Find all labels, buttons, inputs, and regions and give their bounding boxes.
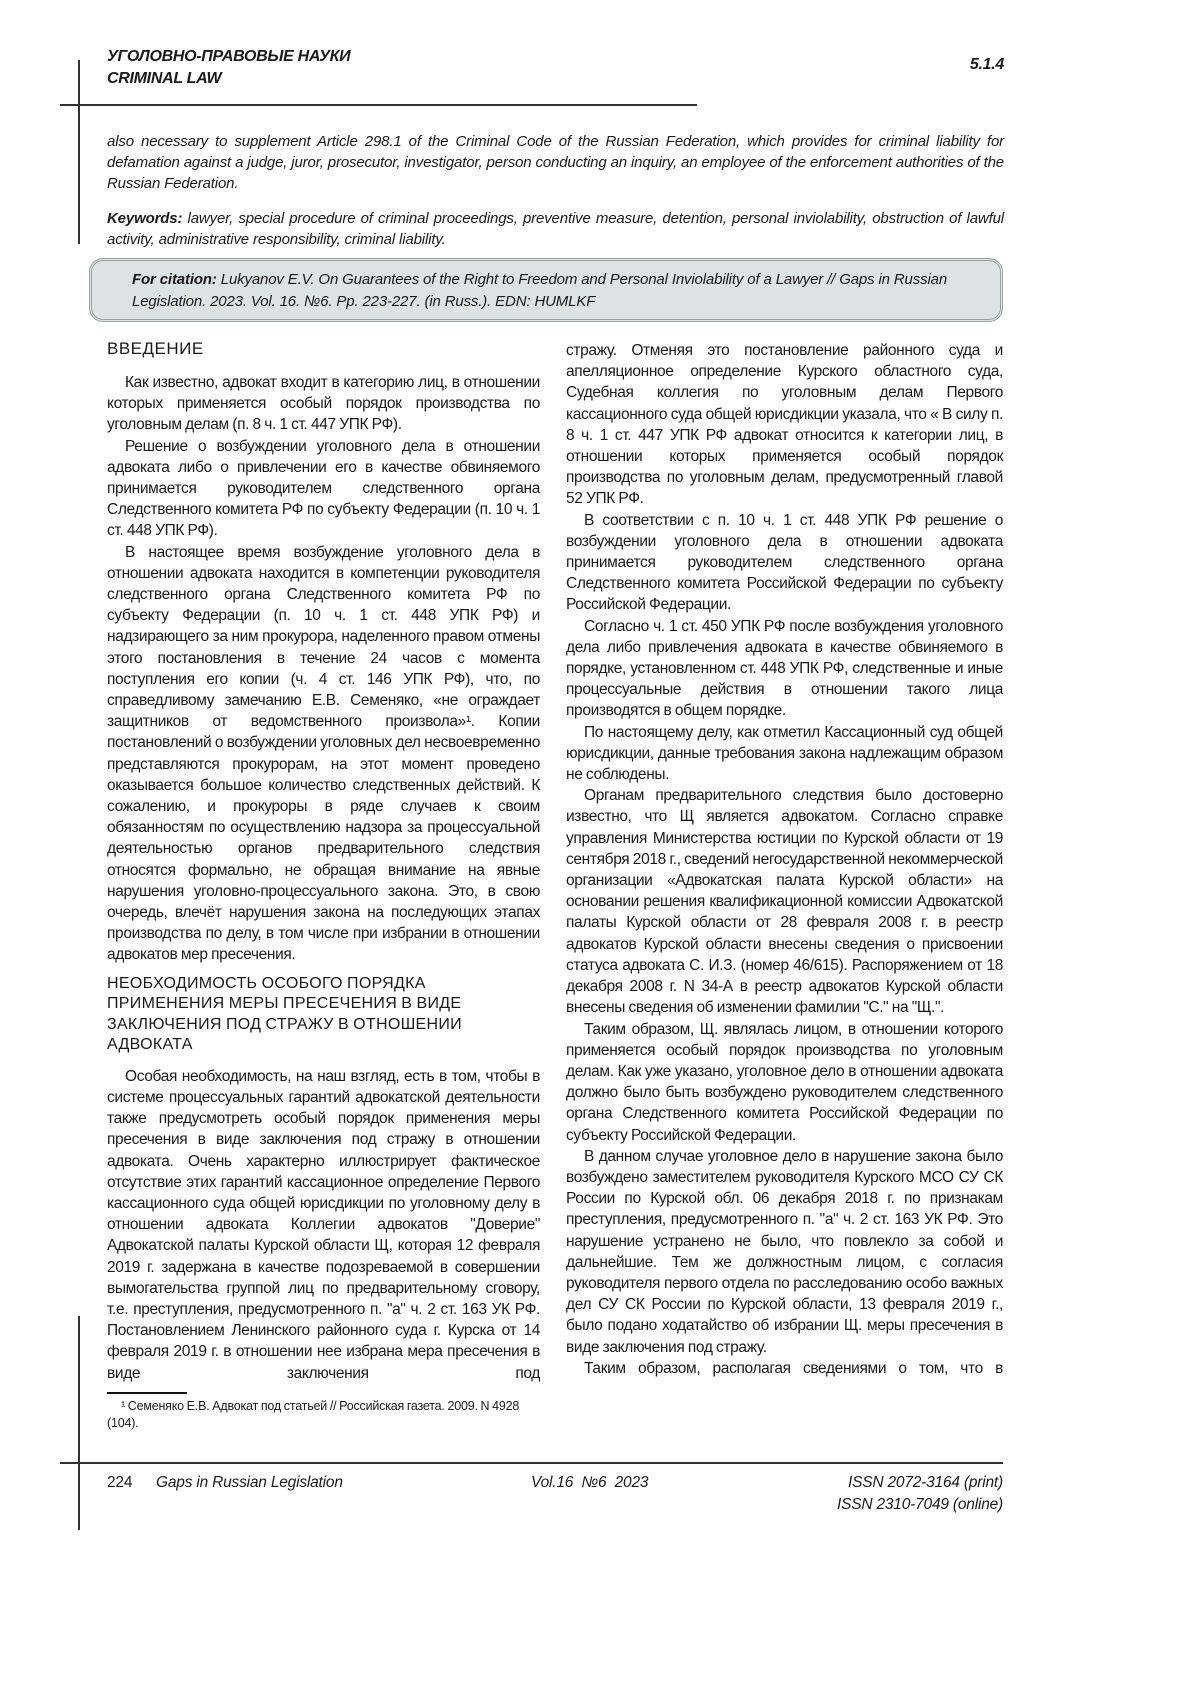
issn-print: ISSN 2072-3164 (print) (848, 1472, 1003, 1494)
citation-text: Lukyanov E.V. On Guarantees of the Right to Freedom and Personal Inviolability of a Lawyer // Gaps in Russian Legislation. 2023. Vol. 16. №6. Pp. 223-227. (in Russ.). EDN: HUMLKF (132, 271, 947, 310)
paragraph: Решение о возбуждении уголовного дела в отношении адвоката либо о привлечении его в качестве обвиняемого принимается руководителем следственного органа Следственного комитета РФ по субъекту Федерации (п. 10 ч. 1 ст. 448 УПК РФ). (107, 436, 540, 542)
abstract-text: also necessary to supplement Article 298.1 of the Criminal Code of the Russian Federation, which provides for criminal liability for defamation against a judge, juror, prosecutor, investigator, person conducting an inquiry, an employee of the enforcement authorities of the Russian Federation. (107, 131, 1004, 194)
paragraph: В соответствии с п. 10 ч. 1 ст. 448 УПК РФ решение о возбуждении уголовного дела в отношении адвоката принимается руководителем следственного органа Следственного комитета Российской Федерации по субъекту Российской Федерации. (566, 510, 1003, 616)
body-columns (107, 338, 1003, 1432)
footnote: ¹ Семеняко Е.В. Адвокат под статьей // Российская газета. 2009. N 4928 (104). (107, 1398, 540, 1432)
paragraph: Таким образом, располагая сведениями о том, что в (566, 1358, 1003, 1379)
header-horizontal-rule (60, 104, 697, 106)
paragraph: По настоящему делу, как отметил Кассационный суд общей юрисдикции, данные требования закона надлежащим образом не соблюдены. (566, 722, 1003, 786)
page-footer (0, 1462, 1200, 1532)
section-title-en: CRIMINAL LAW (107, 68, 221, 89)
footnote-rule (107, 1392, 187, 1394)
section-code: 5.1.4 (970, 54, 1004, 75)
heading-section-2: НЕОБХОДИМОСТЬ ОСОБОГО ПОРЯДКА ПРИМЕНЕНИЯ МЕРЫ ПРЕСЕЧЕНИЯ В ВИДЕ ЗАКЛЮЧЕНИЯ ПОД СТРАЖУ В ОТНОШЕНИИ АДВОКАТА (107, 974, 540, 1056)
paragraph: Как известно, адвокат входит в категорию лиц, в отношении которых применяется особый порядок производства по уголовным делам (п. 8 ч. 1 ст. 447 УПК РФ). (107, 372, 540, 436)
paragraph: В данном случае уголовное дело в нарушение закона было возбуждено заместителем руководителя Курского МСО СУ СК России по Курской обл. 06 декабря 2018 г. по признакам преступления, предусмотренного п. "а" ч. 2 ст. 163 УК РФ. Это нарушение устранено не было, что повлекло за собой и дальнейшие. Тем же должностным лицом, с согласия руководителя первого отдела по расследованию особо важных дел СУ СК России по Курской области, 13 февраля 2019 г., было подано ходатайство об избрании Щ. меры пресечения в виде заключения под стражу. (566, 1146, 1003, 1358)
left-column (107, 338, 540, 1432)
page-number: 224 (107, 1472, 132, 1494)
paragraph: стражу. Отменяя это постановление районного суда и апелляционное определение Курского областного суда, Судебная коллегия по уголовным делам Первого кассационного суда общей юрисдикции указала, что « В силу п. 8 ч. 1 ст. 447 УПК РФ адвокат относится к категории лиц, в отношении которых применяется особый порядок производства по уголовным делам, предусмотренный главой 52 УПК РФ. (566, 340, 1003, 510)
footer-vertical-rule (78, 1316, 80, 1530)
header-vertical-rule (78, 60, 80, 244)
keywords (107, 208, 1004, 250)
issue-info: Vol.16 №6 2023 (531, 1472, 648, 1494)
right-column (566, 340, 1003, 1379)
footer-horizontal-rule (60, 1462, 1003, 1464)
heading-introduction: ВВЕДЕНИЕ (107, 338, 540, 360)
keywords-text: lawyer, special procedure of criminal proceedings, preventive measure, detention, personal inviolability, obstruction of lawful activity, administrative responsibility, criminal liability. (107, 210, 1004, 248)
paragraph: Особая необходимость, на наш взгляд, есть в том, чтобы в системе процессуальных гарантий адвокатской деятельности также предусмотреть особый порядок применения меры пресечения в виде заключения под стражу в отношении адвоката. Очень характерно иллюстрирует фактическое отсутствие этих гарантий кассационное определение Первого кассационного суда общей юрисдикции по уголовному делу в отношении адвоката Коллегии адвокатов "Доверие" Адвокатской палаты Курской области Щ, которая 12 февраля 2019 г. задержана в качестве подозреваемой в совершении вымогательства группой лиц по предварительному сговору, т.е. преступления, предусмотренного п. "а" ч. 2 ст. 163 УК РФ. Постановлением Ленинского районного суда г. Курска от 14 февраля 2019 г. в отношении нее избрана мера пресечения в виде заключения под (107, 1066, 540, 1384)
paragraph: Таким образом, Щ. являлась лицом, в отношении которого применяется особый порядок производства по уголовным делам. Как уже указано, уголовное дело в отношении адвоката должно было быть возбуждено руководителем следственного органа Следственного комитета Российской Федерации по субъекту Российской Федерации. (566, 1019, 1003, 1146)
keywords-label: Keywords: (107, 210, 182, 227)
journal-name: Gaps in Russian Legislation (156, 1472, 343, 1494)
paragraph: Согласно ч. 1 ст. 450 УПК РФ после возбуждения уголовного дела либо привлечения адвоката в качестве обвиняемого в порядке, установленном ст. 448 УПК РФ, следственные и иные процессуальные действия в отношении такого лица производятся в общем порядке. (566, 616, 1003, 722)
paragraph: В настоящее время возбуждение уголовного дела в отношении адвоката находится в компетенции руководителя следственного органа Следственного комитета РФ по субъекту Федерации (п. 10 ч. 1 ст. 448 УПК РФ) и надзирающего за ним прокурора, наделенного правом отмены этого постановления в течение 24 часов с момента поступления его копии (ч. 4 ст. 146 УПК РФ), что, по справедливому замечанию Е.В. Семеняко, «не ограждает защитников от ведомственного произвола»¹. Копии постановлений о возбуждении уголовных дел несвоевременно представляются прокурорам, на этот момент проведено оказывается большое количество следственных действий. К сожалению, и прокуроры в ряде случаев к своим обязанностям по осуществлению надзора за процессуальной деятельностью органов предварительного следствия относятся формально, не обращая внимание на явные нарушения уголовно-процессуального закона. Это, в свою очередь, влечёт нарушения закона на последующих этапах производства по делу, в том числе при избрании в отношении адвокатов мер пресечения. (107, 542, 540, 966)
section-title-ru: УГОЛОВНО-ПРАВОВЫЕ НАУКИ (107, 46, 350, 67)
citation-box (89, 258, 1003, 322)
citation-label: For citation: (132, 271, 217, 288)
issn-online: ISSN 2310-7049 (online) (837, 1494, 1003, 1516)
paragraph: Органам предварительного следствия было достоверно известно, что Щ является адвокатом. Согласно справке управления Министерства юстиции по Курской области от 19 сентября 2018 г., сведений негосударственной некоммерческой организации «Адвокатская палата Курской области» на основании решения квалификационной комиссии Адвокатской палаты Курской области от 28 февраля 2008 г. в реестр адвокатов Курской области внесены сведения о присвоении статуса адвоката С. И.З. (номер 46/615). Распоряжением от 18 декабря 2008 г. N 34-А в реестр адвокатов Курской области внесены сведения об изменении фамилии "С." на "Щ.". (566, 785, 1003, 1018)
